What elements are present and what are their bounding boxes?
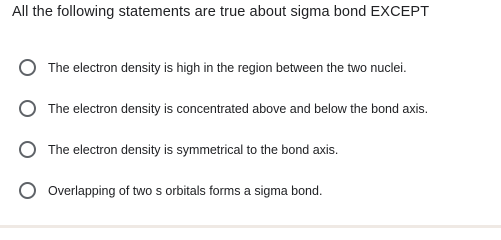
option-label: The electron density is high in the region between the two nuclei. bbox=[48, 60, 407, 75]
bottom-divider bbox=[0, 225, 501, 228]
radio-button-icon[interactable] bbox=[19, 100, 36, 117]
option-3[interactable] bbox=[19, 129, 501, 170]
answer-options bbox=[19, 47, 501, 211]
option-label: The electron density is symmetrical to the bond axis. bbox=[48, 142, 339, 157]
radio-button-icon[interactable] bbox=[19, 59, 36, 76]
radio-button-icon[interactable] bbox=[19, 182, 36, 199]
option-4[interactable] bbox=[19, 170, 501, 211]
option-2[interactable] bbox=[19, 88, 501, 129]
question-text: All the following statements are true about sigma bond EXCEPT bbox=[12, 4, 430, 20]
option-label: The electron density is concentrated above and below the bond axis. bbox=[48, 101, 429, 116]
option-label: Overlapping of two s orbitals forms a sigma bond. bbox=[48, 183, 323, 198]
option-1[interactable] bbox=[19, 47, 501, 88]
radio-button-icon[interactable] bbox=[19, 141, 36, 158]
